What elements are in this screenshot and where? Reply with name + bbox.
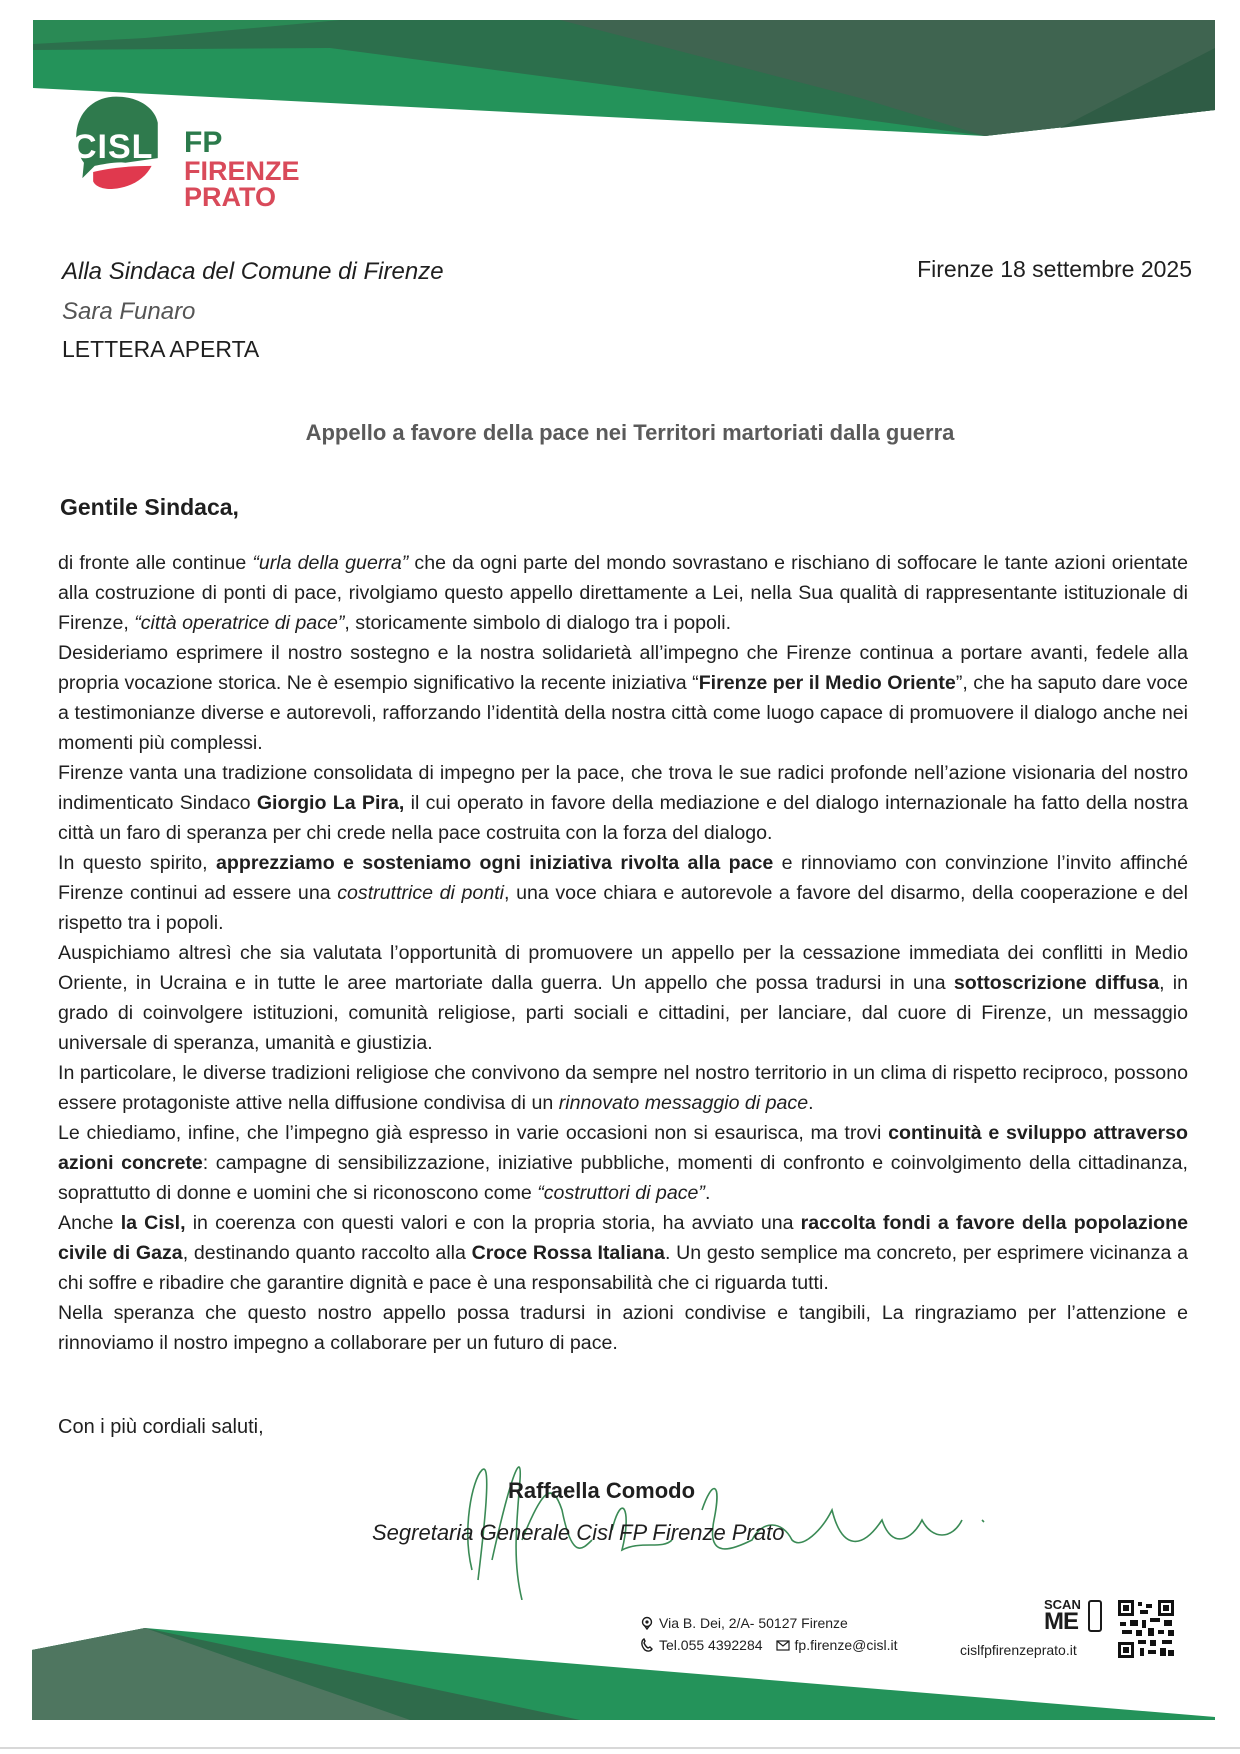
recipient-name: Sara Funaro	[62, 298, 196, 325]
body-paragraph: In particolare, le diverse tradizioni religiose che convivono da sempre nel nostro territorio in un clima di rispetto reciproco, possono essere protagoniste attive nella diffusione condivisa di un rinnovato messaggio di pace.	[58, 1062, 1188, 1114]
body-paragraph: Le chiediamo, infine, che l’impegno già espresso in varie occasioni non si esaurisca, ma trovi continuità e sviluppo attraverso azioni concrete: campagne di sensibilizzazione, iniziative pubbliche, momenti di confronto e coinvolgimento della cittadinanza, soprattutto di donne e uomini che si riconoscono come “costruttori di pace”.	[58, 1122, 1188, 1204]
logo-city-firenze: FIRENZE	[184, 156, 300, 186]
recipient: Alla Sindaca del Comune di Firenze	[62, 258, 444, 285]
salutation: Gentile Sindaca,	[60, 494, 239, 520]
body-paragraph: In questo spirito, apprezziamo e sosteniamo ogni iniziativa rivolta alla pace e rinnoviamo con convinzione l’invito affinché Firenze continui ad essere una costruttrice di ponti, una voce chiara e autorevole a favore del disarmo, della cooperazione e del rispetto tra i popoli.	[58, 852, 1188, 934]
me-text: ME	[1044, 1608, 1078, 1635]
footer-banner	[0, 1620, 1240, 1754]
letter-type: LETTERA APERTA	[62, 336, 260, 362]
body-paragraph: di fronte alle continue “urla della guerra” che da ogni parte del mondo sovrastano e rischiano di soffocare le tante azioni orientate alla costruzione di ponti di pace, rivolgiamo questo appello direttamente a Lei, nella Sua qualità di rappresentante istituzionale di Firenze, “città operatrice di pace”, storicamente simbolo di dialogo tra i popoli.	[58, 552, 1188, 634]
signatory-role: Segretaria Generale Cisl FP Firenze Prato	[372, 1520, 785, 1545]
address-text: Via B. Dei, 2/A- 50127 Firenze	[659, 1615, 848, 1631]
logo-cisl-text: CISL	[72, 128, 154, 166]
letter-date: Firenze 18 settembre 2025	[917, 256, 1192, 282]
body-paragraph: Auspichiamo altresì che sia valutata l’opportunità di promuovere un appello per la cessazione immediata dei conflitti in Medio Oriente, in Ucraina e in tutte le aree martoriate dalla guerra. Un appello che possa tradursi in una sottoscrizione diffusa, in grado di coinvolgere istituzioni, comunità religiose, parti sociali e cittadini, per lanciare, dal cuore di Firenze, un messaggio universale di speranza, umanità e giustizia.	[58, 942, 1189, 1054]
logo-fp-text: FP	[184, 126, 223, 159]
letter-body	[58, 548, 1188, 1358]
signatory-name: Raffaella Comodo	[508, 1478, 696, 1503]
body-paragraph: Anche la Cisl, in coerenza con questi valori e con la propria storia, ha avviato una raccolta fondi a favore della popolazione civile di Gaza, destinando quanto raccolto alla Croce Rossa Italiana. Un gesto semplice ma concreto, per esprimere vicinanza a chi soffre e ribadire che garantire dignità e pace è una responsabilità che ci riguarda tutti.	[58, 1212, 1188, 1294]
subject-line: Appello a favore della pace nei Territori martoriati dalla guerra	[305, 420, 955, 445]
scan-text: SCAN	[1044, 1597, 1081, 1612]
body-paragraph: Firenze vanta una tradizione consolidata di impegno per la pace, che trova le sue radici profonde nell’azione visionaria del nostro indimenticato Sindaco Giorgio La Pira, il cui operato in favore della mediazione e del dialogo internazionale ha fatto della nostra città un faro di speranza per chi crede nella pace costruita con la forza del dialogo.	[58, 762, 1188, 844]
phone-text: Tel.055 4392284	[659, 1637, 763, 1653]
website-link[interactable]: cislfpfirenzeprato.it	[960, 1642, 1077, 1658]
logo-city-prato: PRATO	[184, 182, 277, 212]
closing: Con i più cordiali saluti,	[58, 1416, 264, 1438]
body-paragraph: Desideriamo esprimere il nostro sostegno e la nostra solidarietà all’impegno che Firenze continua a portare avanti, fedele alla propria vocazione storica. Ne è esempio significativo la recente iniziativa “Firenze per il Medio Oriente”, che ha saputo dare voce a testimonianze diverse e autorevoli, rafforzando l’identità della nostra città come luogo capace di promuovere il dialogo anche nei momenti più complessi.	[58, 642, 1188, 754]
cisl-fp-logo	[58, 92, 318, 222]
email-link[interactable]: fp.firenze@cisl.it	[794, 1637, 898, 1653]
body-paragraph: Nella speranza che questo nostro appello possa tradursi in azioni condivise e tangibili, La ringraziamo per l’attenzione e rinnoviamo il nostro impegno a collaborare per un futuro di pace.	[58, 1302, 1188, 1354]
